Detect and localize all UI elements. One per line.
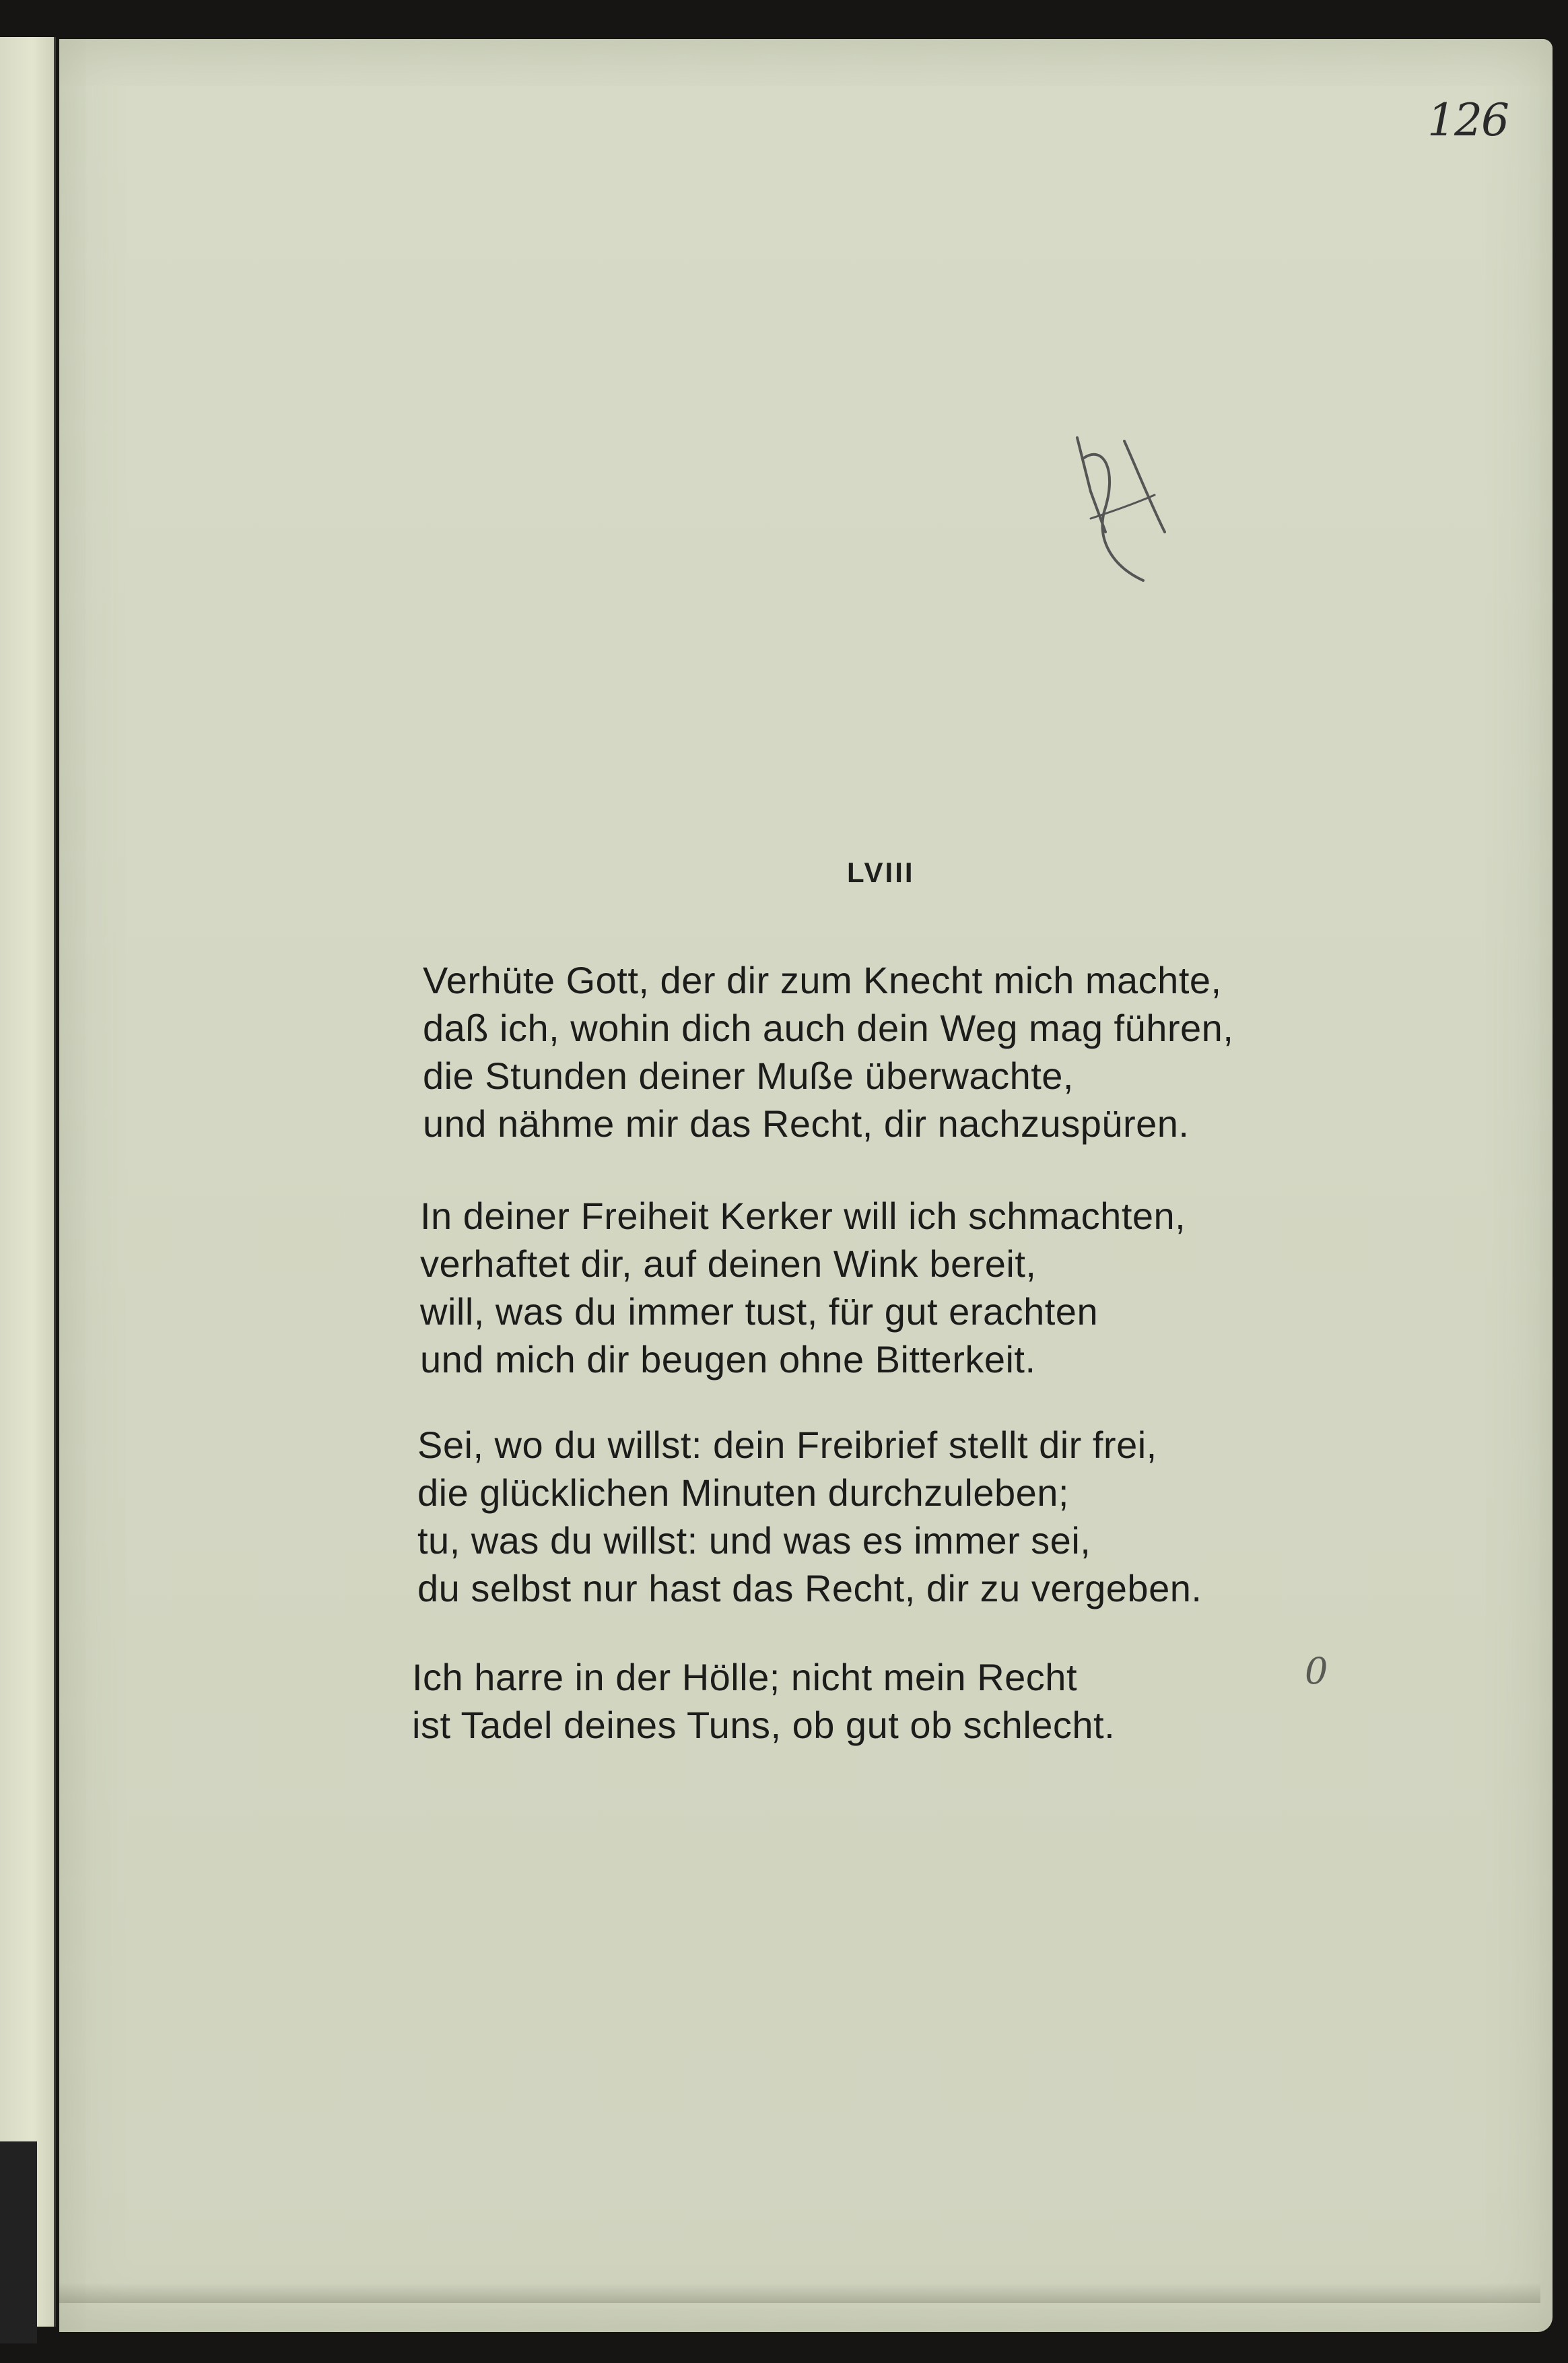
verse-line: daß ich, wohin dich auch dein Weg mag führen, (423, 1007, 1234, 1049)
handwritten-folio-number: 126 (1427, 94, 1508, 146)
pencil-scribble-mark (1064, 431, 1171, 593)
verse-line: die glücklichen Minuten durchzuleben; (417, 1471, 1069, 1514)
verse-line: ist Tadel deines Tuns, ob gut ob schlecht. (412, 1704, 1116, 1746)
verse-line: und mich dir beugen ohne Bitterkeit. (420, 1338, 1036, 1380)
book-page (59, 39, 1553, 2332)
verse-line: Verhüte Gott, der dir zum Knecht mich machte, (423, 959, 1222, 1001)
binding-shadow (0, 2141, 37, 2343)
stanza-1 (423, 956, 1233, 1147)
verse-line: verhaftet dir, auf deinen Wink bereit, (420, 1242, 1037, 1285)
stanza-4-couplet (412, 1653, 1115, 1749)
stanza-3 (417, 1421, 1202, 1612)
verse-line: In deiner Freiheit Kerker will ich schmachten, (420, 1195, 1186, 1237)
verse-line: du selbst nur hast das Recht, dir zu vergeben. (417, 1567, 1202, 1609)
verse-line: Sei, wo du willst: dein Freibrief stellt dir frei, (417, 1424, 1157, 1466)
verse-line: die Stunden deiner Muße überwachte, (423, 1055, 1074, 1097)
page-bottom-edge (59, 2283, 1540, 2303)
stanza-2 (420, 1192, 1186, 1383)
verse-line: tu, was du willst: und was es immer sei, (417, 1519, 1091, 1562)
verse-line: Ich harre in der Hölle; nicht mein Recht (412, 1656, 1077, 1698)
verse-line: und nähme mir das Recht, dir nachzuspüren. (423, 1102, 1190, 1145)
verse-line: will, was du immer tust, für gut erachten (420, 1290, 1099, 1333)
pencil-margin-note: 0 (1305, 1650, 1328, 1692)
poem-number-heading: LVIII (847, 857, 915, 888)
previous-page-edge (0, 37, 56, 2327)
